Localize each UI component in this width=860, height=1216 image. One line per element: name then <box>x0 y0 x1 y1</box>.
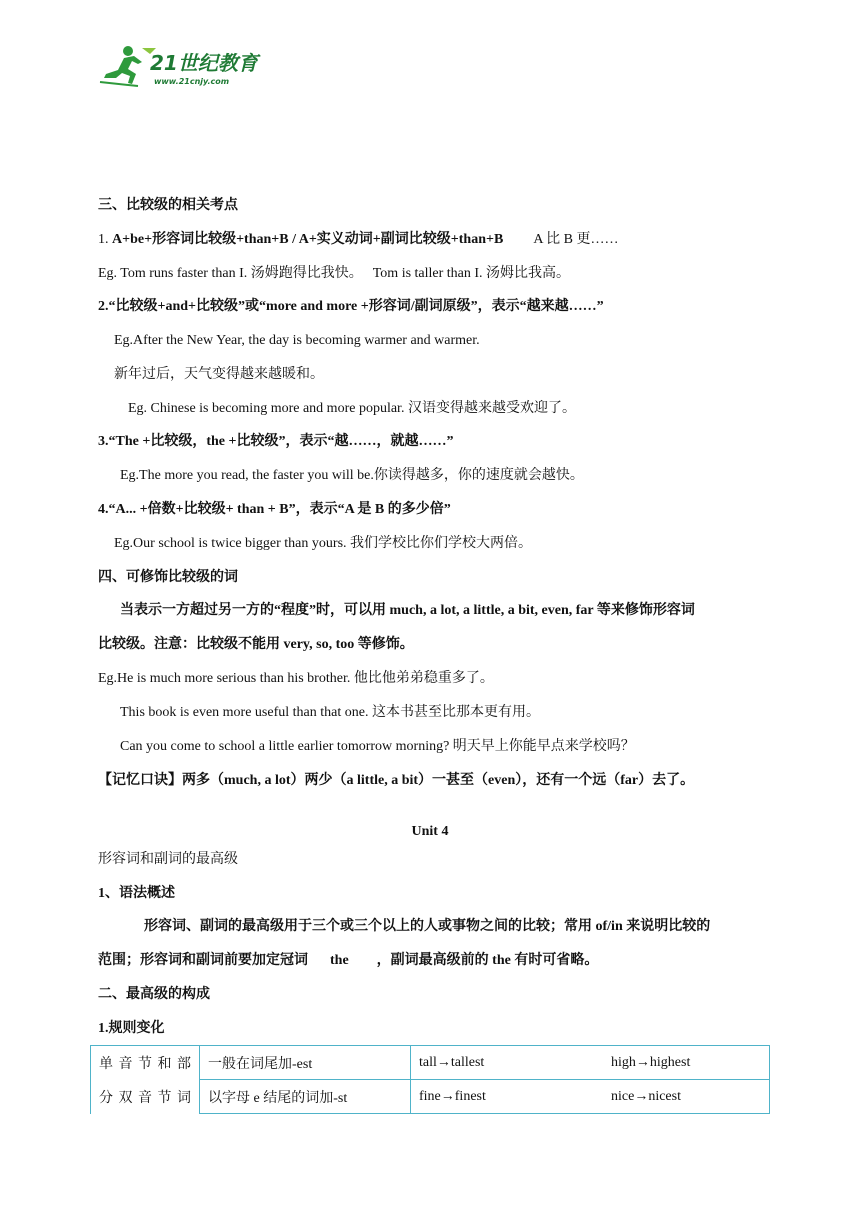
rule-cell: 以字母 e 结尾的词加-st <box>200 1080 411 1114</box>
formation-title: 二、最高级的构成 <box>98 987 210 1002</box>
table-row <box>91 1080 770 1114</box>
example-cell <box>411 1080 770 1114</box>
superlative-rules-table <box>90 1045 770 1114</box>
article-the: the <box>330 953 349 968</box>
memory-tip: 【记忆口诀】两多（much, a lot）两少（a little, a bit）一甚至（even），还有一个远（far）去了。 <box>98 773 695 788</box>
section3-title: 三、比较级的相关考点 <box>98 198 238 213</box>
overview-line1: 形容词、副词的最高级用于三个或三个以上的人或事物之间的比较；常用 of/in 来说明比较的 <box>144 919 711 934</box>
rule1 <box>98 230 619 250</box>
overview-line2-a: 范围；形容词和副词前要加定冠词 <box>98 953 308 968</box>
rule3: 3.“The +比较级，the +比较级”，表示“越……，就越……” <box>98 434 454 449</box>
table-row <box>91 1046 770 1080</box>
section4-title: 四、可修饰比较级的词 <box>98 570 238 585</box>
example-2: nice→nicest <box>611 1088 681 1104</box>
section4-example-3: Can you come to school a little earlier tomorrow morning? 明天早上你能早点来学校吗？ <box>120 739 635 754</box>
rule2: 2.“比较级+and+比较级”或“more and more +形容词/副词原级”，表示“越来越……” <box>98 299 604 314</box>
rule4: 4.“A... +倍数+比较级+ than + B”，表示“A 是 B 的多少倍” <box>98 502 451 517</box>
category-cell: 分双音节词 <box>91 1080 200 1114</box>
rule-cell: 一般在词尾加-est <box>200 1046 411 1080</box>
rule1-example-2: Tom is taller than I. 汤姆比我高。 <box>372 266 571 281</box>
rule3-example: Eg.The more you read, the faster you will be.你读得越多，你的速度就会越快。 <box>120 468 584 483</box>
category-cell: 单音节和部 <box>91 1046 200 1080</box>
section4-para-line2: 比较级。注意：比较级不能用 very, so, too 等修饰。 <box>98 637 414 652</box>
rule2-example-1: Eg.After the New Year, the day is becoming warmer and warmer. <box>114 333 480 348</box>
overview-line2 <box>98 951 598 971</box>
overview-line2-b: ，副词最高级前的 the 有时可省略。 <box>376 953 599 968</box>
section4-example-2: This book is even more useful than that one. 这本书甚至比那本更有用。 <box>120 705 540 720</box>
unit-title: Unit 4 <box>411 824 449 839</box>
rule1-number: 1. <box>98 232 112 247</box>
site-logo <box>98 42 278 88</box>
logo-text: 21世纪教育 <box>150 51 258 75</box>
logo-url: www.21cnjy.com <box>154 77 230 86</box>
example-1: fine→finest <box>419 1088 486 1104</box>
unit-subtitle: 形容词和副词的最高级 <box>98 852 238 867</box>
runner-icon <box>100 46 156 86</box>
overview-title: 1、语法概述 <box>98 886 175 901</box>
rule1-meaning: A 比 B 更…… <box>533 232 619 247</box>
rule1-example <box>98 264 570 284</box>
rule1-formula: A+be+形容词比较级+than+B / A+实义动词+副词比较级+than+B <box>112 232 504 247</box>
rule4-example: Eg.Our school is twice bigger than yours. 我们学校比你们学校大两倍。 <box>114 536 533 551</box>
example-1: tall→tallest <box>419 1054 485 1070</box>
example-2: high→highest <box>611 1054 691 1070</box>
section4-para-line1: 当表示一方超过另一方的“程度”时，可以用 much, a lot, a little, a bit, even, far 等来修饰形容词 <box>120 603 695 618</box>
rule1-example-1: Eg. Tom runs faster than I. 汤姆跑得比我快。 <box>98 266 363 281</box>
regular-change-title: 1.规则变化 <box>98 1021 165 1036</box>
rule2-example-1-cn: 新年过后，天气变得越来越暖和。 <box>114 367 324 382</box>
example-cell <box>411 1046 770 1080</box>
section4-example-1: Eg.He is much more serious than his brother. 他比他弟弟稳重多了。 <box>98 671 494 686</box>
rule2-example-2: Eg. Chinese is becoming more and more popular. 汉语变得越来越受欢迎了。 <box>128 401 576 416</box>
